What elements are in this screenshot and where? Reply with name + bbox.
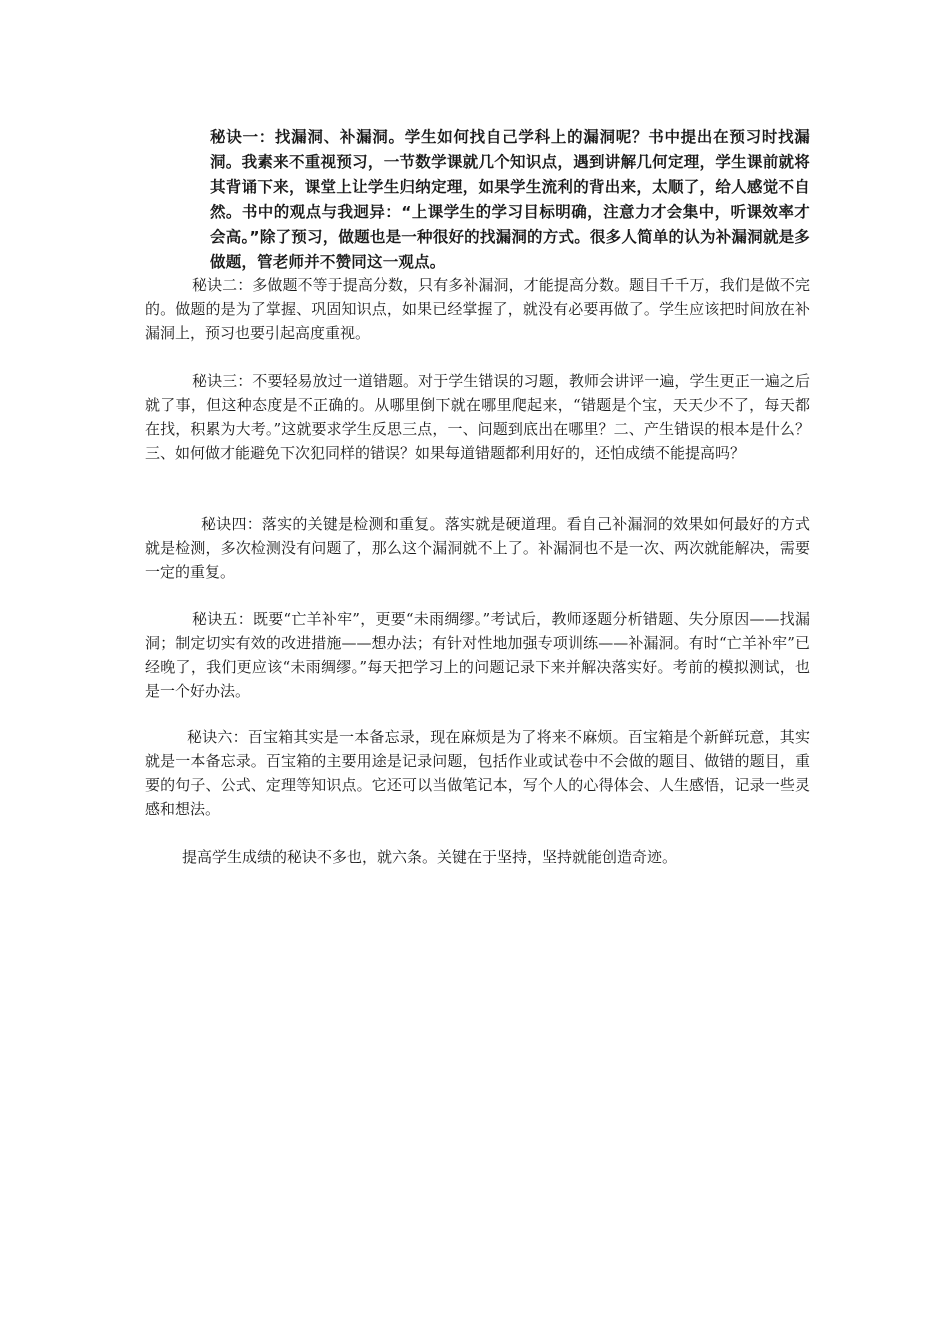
paragraph-secret-1: 秘诀一：找漏洞、补漏洞。学生如何找自己学科上的漏洞呢？书中提出在预习时找漏洞。我素来不重视预习，一节数学课就几个知识点，遇到讲解几何定理，学生课前就将其背诵下来，课堂上让学生归纳定理，如果学生流利的背出来，太顺了，给人感觉不自然。书中的观点与我迥异：“上课学生的学习目标明确，注意力才会集中，听课效率才会高。”除了预习，做题也是一种很好的找漏洞的方式。很多人简单的认为补漏洞就是多做题，管老师并不赞同这一观点。 — [210, 128, 810, 271]
paragraph-conclusion: 提高学生成绩的秘诀不多也，就六条。关键在于坚持，坚持就能创造奇迹。 — [182, 848, 678, 866]
paragraph-secret-5: 秘诀五：既要“亡羊补牢”，更要“未雨绸缪。”考试后，教师逐题分析错题、失分原因——找漏洞；制定切实有效的改进措施——想办法；有针对性地加强专项训练——补漏洞。有时“亡羊补牢”已经晚了，我们更应该“未雨绸缪。”每天把学习上的问题记录下来并解决落实好。考前的模拟测试，也是一个好办法。 — [145, 610, 810, 700]
paragraph-secret-3: 秘诀三：不要轻易放过一道错题。对于学生错误的习题，教师会讲评一遍，学生更正一遍之后就了事，但这种态度是不正确的。从哪里倒下就在哪里爬起来，“错题是个宝，天天少不了，每天都在找，积累为大考。”这就要求学生反思三点，一、问题到底出在哪里？二、产生错误的根本是什么？三、如何做才能避免下次犯同样的错误？如果每道错题都利用好的，还怕成绩不能提高吗？ — [145, 372, 810, 462]
paragraph-secret-4: 秘诀四：落实的关键是检测和重复。落实就是硬道理。看自己补漏洞的效果如何最好的方式就是检测，多次检测没有问题了，那么这个漏洞就不上了。补漏洞也不是一次、两次就能解决，需要一定的重复。 — [145, 515, 810, 581]
paragraph-secret-6: 秘诀六：百宝箱其实是一本备忘录，现在麻烦是为了将来不麻烦。百宝箱是个新鲜玩意，其实就是一本备忘录。百宝箱的主要用途是记录问题，包括作业或试卷中不会做的题目、做错的题目，重要的句子、公式、定理等知识点。它还可以当做笔记本，写个人的心得体会、人生感悟，记录一些灵感和想法。 — [145, 728, 810, 818]
paragraph-secret-2: 秘诀二：多做题不等于提高分数，只有多补漏洞，才能提高分数。题目千千万，我们是做不完的。做题的是为了掌握、巩固知识点，如果已经掌握了，就没有必要再做了。学生应该把时间放在补漏洞上，预习也要引起高度重视。 — [145, 276, 810, 342]
